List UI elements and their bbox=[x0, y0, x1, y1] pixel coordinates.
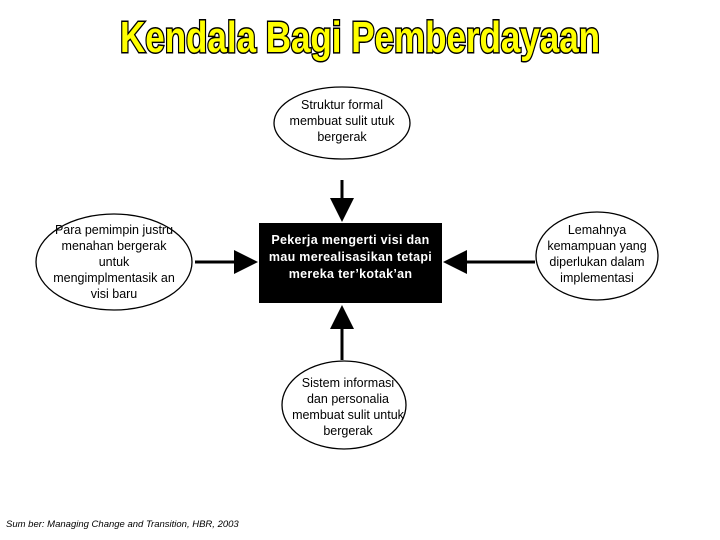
source-note: Sum ber: Managing Change and Transition, HBR, 2003 bbox=[6, 519, 239, 530]
title-text: Kendala Bagi Pemberdayaan bbox=[120, 13, 600, 62]
node-center-label: Pekerja mengerti visi dan mau merealisasikan tetapi mereka ter’kotak’an bbox=[268, 233, 433, 281]
node-bottom-label: Sistem informasi dan personalia membuat sulit untuk bergerak bbox=[292, 376, 404, 438]
node-top-label: Struktur formal membuat sulit utuk bergerak bbox=[289, 98, 395, 144]
node-left-label: Para pemimpin justru menahan bergerak untuk mengimplmentasik an visi baru bbox=[53, 223, 175, 301]
node-right-label: Lemahnya kemampuan yang diperlukan dalam implementasi bbox=[547, 223, 647, 285]
